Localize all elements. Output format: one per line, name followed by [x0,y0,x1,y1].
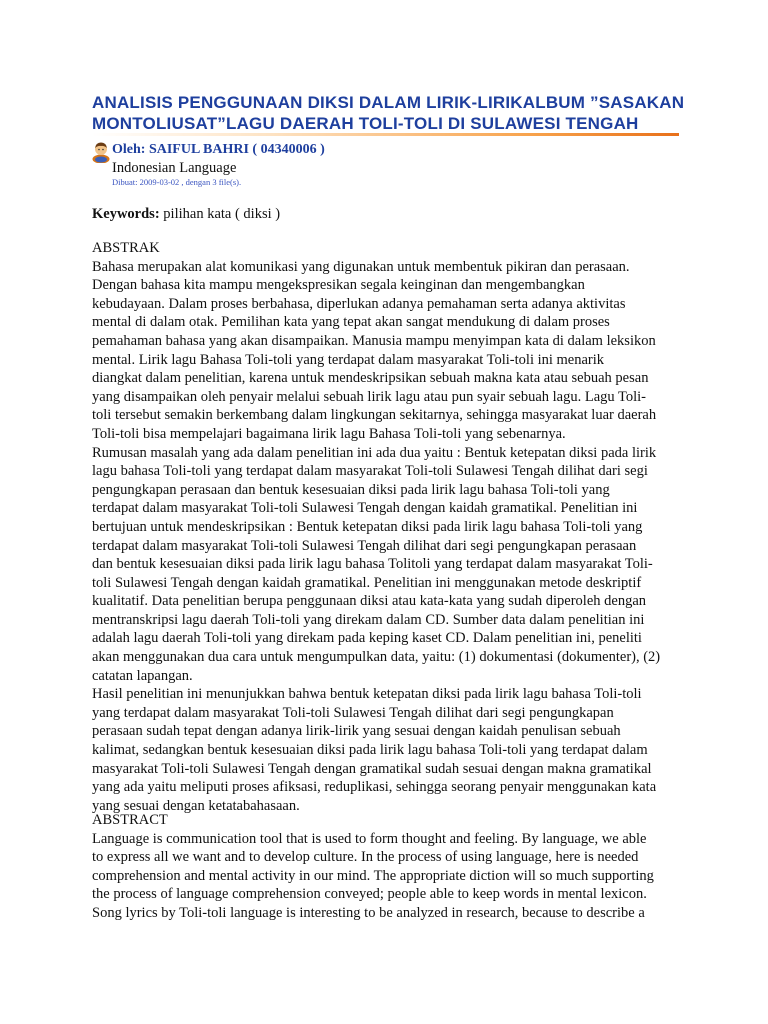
abstrak-line: Hasil penelitian ini menunjukkan bahwa bentuk ketepatan diksi pada lirik lagu bahasa Toli-toli [92,686,642,703]
abstrak-line: toli tersebut semakin berkembang dalam lingkungan sekitarnya, sehingga masyarakat luar daerah [92,407,657,424]
abstract-line: the process of language comprehension conveyed; people able to keep words in mental lexicon. [92,886,647,903]
abstract-line: comprehension and mental activity in our mind. The appropriate diction will so much supporting [92,867,654,884]
abstrak-line: terdapat dalam masyarakat Toli-toli Sulawesi Tengah dengan kaidah gramatikal. Penelitian ini [92,500,638,517]
abstrak-line: yang sesuai dengan ketatabahasaan. [92,797,300,814]
abstrak-heading: ABSTRAK [92,240,160,256]
abstrak-line: diangkat dalam penelitian, karena untuk mendeskripsikan sebuah makna kata atau sebuah pesan [92,370,649,387]
abstrak-line: akan menggunakan dua cara untuk mengumpulkan data, yaitu: (1) dokumentasi (dokumenter), (2) [92,649,661,666]
abstract-heading: ABSTRACT [92,812,168,828]
abstrak-line: lagu bahasa Toli-toli yang terdapat dalam masyarakat Toli-toli Sulawesi Tengah dilihat dari segi [92,463,648,480]
title-line-2: MONTOLIUSAT”LAGU DAERAH TOLI-TOLI DI SULAWESI TENGAH [92,114,639,133]
abstrak-line: Rumusan masalah yang ada dalam penelitian ini ada dua yaitu : Bentuk ketepatan diksi pada lirik [92,444,657,461]
created-date: Dibuat: 2009-03-02 , dengan 3 file(s). [112,177,242,187]
abstrak-line: Toli-toli bisa mempelajari bagaimana lirik lagu Bahasa Toli-toli yang sebenarnya. [92,425,566,442]
abstrak-line: pemahaman bahasa yang akan disampaikan. Manusia mampu menyimpan kata di dalam leksikon [92,332,656,349]
abstrak-line: kalimat, sedangkan bentuk kesesuaian diksi pada lirik lagu bahasa Toli-toli yang terdapat dalam [92,742,648,759]
abstract-line: Language is communication tool that is used to form thought and feeling. By language, we able [92,830,647,847]
abstrak-line: Dengan bahasa kita mampu mengekspresikan segala keinginan dan mengembangkan [92,277,585,294]
user-avatar-icon [91,141,111,163]
title-line-1: ANALISIS PENGGUNAAN DIKSI DALAM LIRIK-LIRIKALBUM ”SASAKAN [92,93,685,112]
abstrak-line: mentranskripsi lagu daerah Toli-toli yang direkam dalam CD. Sumber data dalam penelitian ini [92,611,645,628]
abstrak-line: terdapat dalam masyarakat Toli-toli Sulawesi Tengah dilihat dari segi pengungkapan perasaan [92,537,637,554]
keywords-line [92,205,280,223]
abstract-line: to express all we want and to develop culture. In the process of using language, here is needed [92,849,639,866]
abstrak-line: toli Sulawesi Tengah dengan kaidah gramatikal. Penelitian ini menggunakan metode deskriptif [92,574,642,591]
keywords-value: pilihan kata ( diksi ) [159,206,281,222]
author-name: Oleh: SAIFUL BAHRI ( 04340006 ) [112,142,325,157]
abstrak-line: masyarakat Toli-toli Sulawesi Tengah dengan gramatikal sudah sesuai dengan makna gramatikal [92,760,652,777]
abstrak-line: mental. Lirik lagu Bahasa Toli-toli yang terdapat dalam masyarakat Toli-toli ini menarik [92,351,605,368]
title-underline-rule [92,133,679,136]
abstrak-line: yang ada yaitu meliputi proses afiksasi, reduplikasi, sehingga seorang penyair menggunakan kata [92,779,657,796]
abstrak-line: bertujuan untuk mendeskripsikan : Bentuk ketepatan diksi pada lirik lagu bahasa Toli-toli yang [92,518,643,535]
abstrak-line: yang terdapat dalam masyarakat Toli-toli Sulawesi Tengah dilihat dari segi pengungkapan [92,704,614,721]
abstrak-line: dan bentuk kesesuaian diksi pada lirik lagu bahasa Tolitoli yang terdapat dalam masyarakat Toli- [92,556,653,573]
author-department: Indonesian Language [112,160,237,176]
abstrak-line: kebudayaan. Dalam proses berbahasa, diperlukan adanya pemahaman serta adanya aktivitas [92,295,626,312]
abstrak-section [92,239,692,815]
abstract-line: Song lyrics by Toli-toli language is interesting to be analyzed in research, because to describe a [92,904,645,921]
abstract-section [92,811,692,923]
abstrak-line: Bahasa merupakan alat komunikasi yang digunakan untuk membentuk pikiran dan perasaan. [92,258,630,275]
abstrak-line: mental di dalam otak. Pemilihan kata yang tepat akan sangat mendukung di dalam proses [92,314,610,331]
keywords-label: Keywords: [92,206,160,222]
abstrak-line: yang disampaikan oleh penyair melalui sebuah lirik lagu atau pun syair sebuah lagu. Lagu Toli- [92,388,646,405]
abstrak-line: catatan lapangan. [92,667,193,684]
abstrak-line: adalah lagu daerah Toli-toli yang direkam pada keping kaset CD. Dalam penelitian ini, peneliti [92,630,642,647]
abstrak-line: pengungkapan perasaan dan bentuk kesesuaian diksi pada lirik lagu bahasa Toli-toli yang [92,481,610,498]
document-title [92,92,692,134]
abstrak-line: perasaan sudah tepat dengan adanya lirik-lirik yang sesuai dengan kaidah penulisan sebuah [92,723,621,740]
abstrak-line: kualitatif. Data penelitian berupa penggunaan diksi atau kata-kata yang sudah diperoleh dengan [92,593,647,610]
